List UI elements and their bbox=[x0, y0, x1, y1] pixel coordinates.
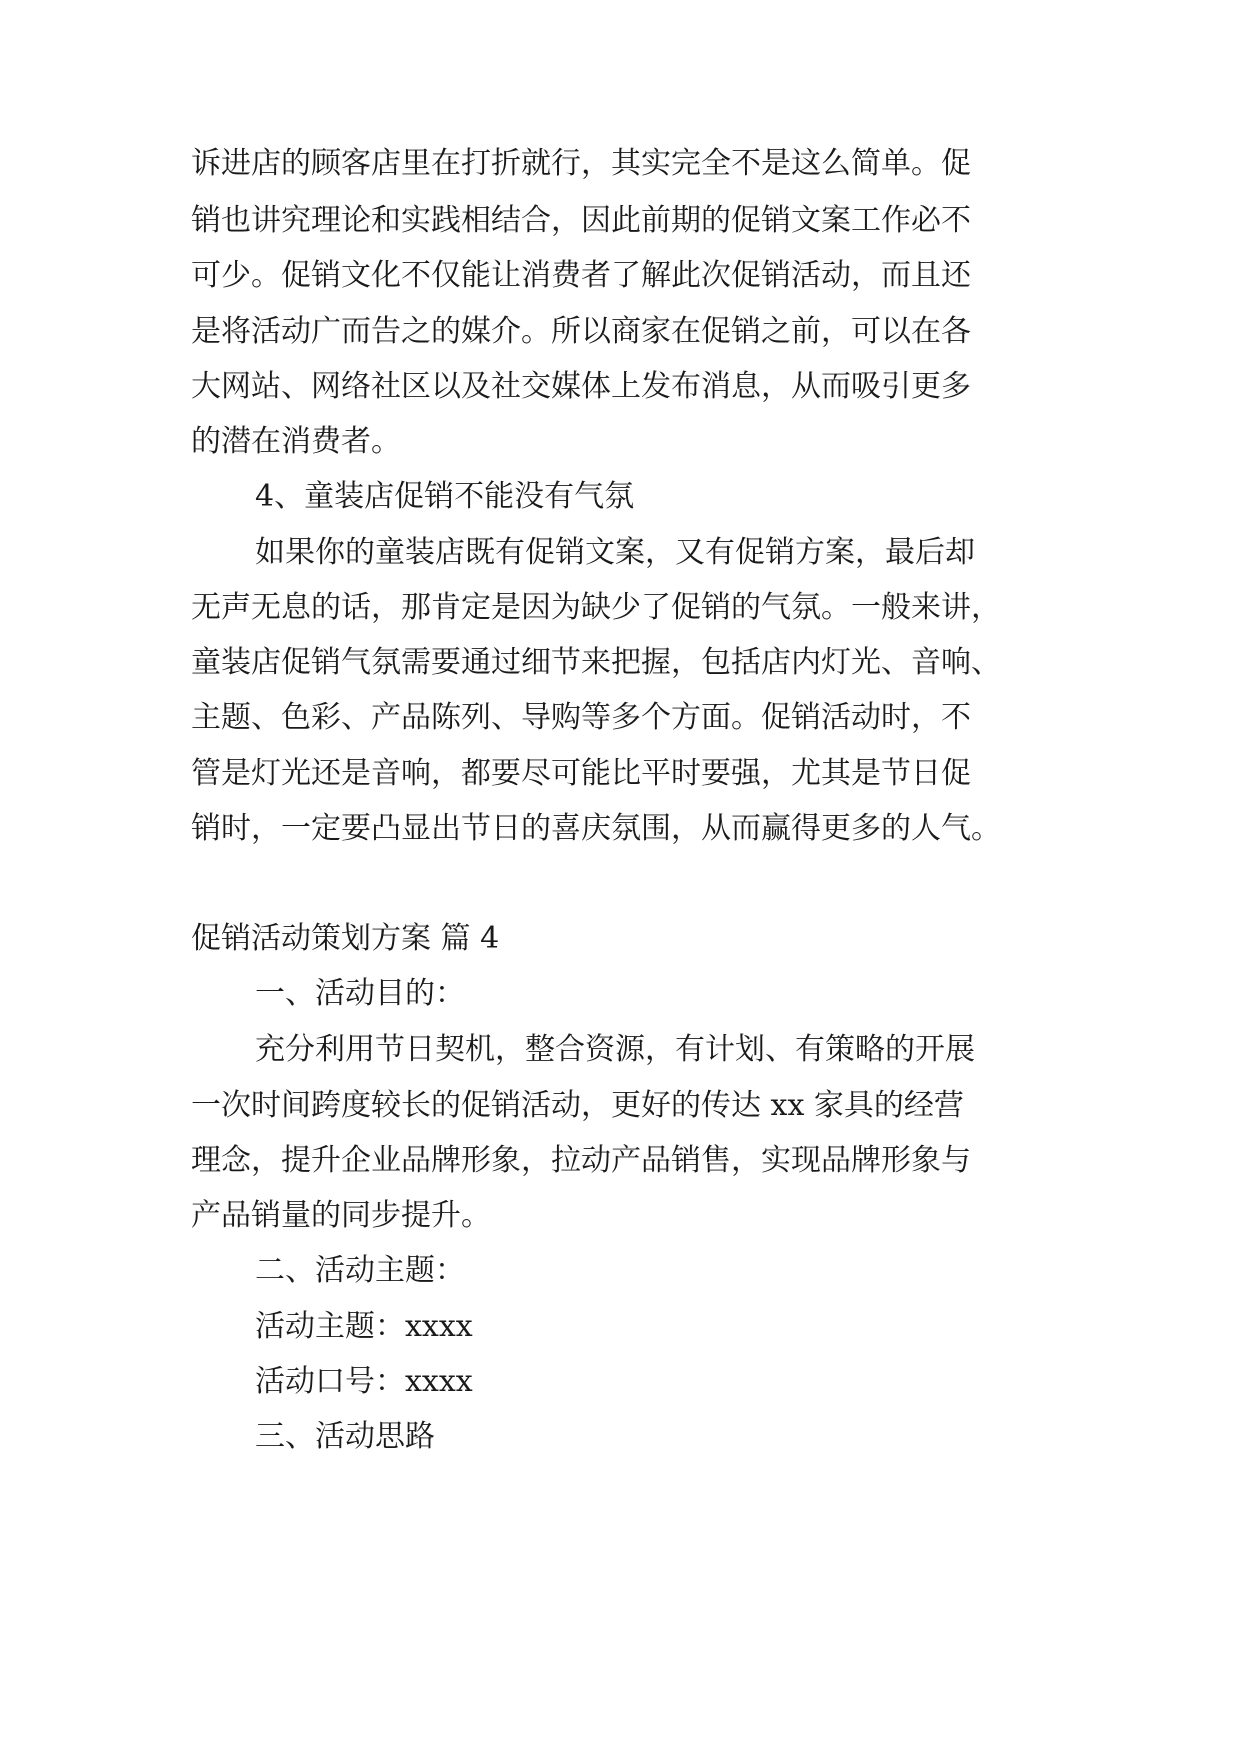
paragraph-1-line-4: 是将活动广而告之的媒介。所以商家在促销之前，可以在各 bbox=[191, 314, 971, 349]
section-title: 促销活动策划方案 篇 4 bbox=[191, 921, 500, 956]
paragraph-1-line-5: 大网站、网络社区以及社交媒体上发布消息，从而吸引更多 bbox=[191, 369, 971, 404]
activity-theme-line: 活动主题：xxxx bbox=[255, 1309, 473, 1344]
paragraph-3-line-4: 产品销量的同步提升。 bbox=[191, 1198, 491, 1233]
paragraph-2-line-4: 主题、色彩、产品陈列、导购等多个方面。促销活动时，不 bbox=[191, 700, 971, 735]
paragraph-1-line-6: 的潜在消费者。 bbox=[191, 424, 401, 459]
point-4-heading: 4、童装店促销不能没有气氛 bbox=[255, 479, 635, 514]
paragraph-2-line-6: 销时，一定要凸显出节日的喜庆氛围，从而赢得更多的人气。 bbox=[191, 811, 1001, 846]
paragraph-3-line-1: 充分利用节日契机，整合资源，有计划、有策略的开展 bbox=[255, 1032, 975, 1067]
paragraph-2-line-5: 管是灯光还是音响，都要尽可能比平时要强，尤其是节日促 bbox=[191, 756, 971, 791]
activity-slogan-line: 活动口号：xxxx bbox=[255, 1364, 473, 1399]
paragraph-2-line-2: 无声无息的话，那肯定是因为缺少了促销的气氛。一般来讲， bbox=[191, 590, 1001, 625]
paragraph-1-line-1: 诉进店的顾客店里在打折就行，其实完全不是这么简单。促 bbox=[191, 146, 971, 181]
paragraph-3-line-2: 一次时间跨度较长的促销活动，更好的传达 xx 家具的经营 bbox=[191, 1088, 964, 1123]
section-3-heading: 三、活动思路 bbox=[255, 1419, 435, 1454]
section-1-heading: 一、活动目的： bbox=[255, 976, 465, 1011]
section-2-heading: 二、活动主题： bbox=[255, 1253, 465, 1288]
paragraph-3-line-3: 理念，提升企业品牌形象，拉动产品销售，实现品牌形象与 bbox=[191, 1143, 971, 1178]
paragraph-1-line-3: 可少。促销文化不仅能让消费者了解此次促销活动，而且还 bbox=[191, 258, 971, 293]
paragraph-2-line-3: 童装店促销气氛需要通过细节来把握，包括店内灯光、音响、 bbox=[191, 645, 1001, 680]
paragraph-2-line-1: 如果你的童装店既有促销文案，又有促销方案，最后却 bbox=[255, 535, 975, 570]
paragraph-1-line-2: 销也讲究理论和实践相结合，因此前期的促销文案工作必不 bbox=[191, 203, 971, 238]
